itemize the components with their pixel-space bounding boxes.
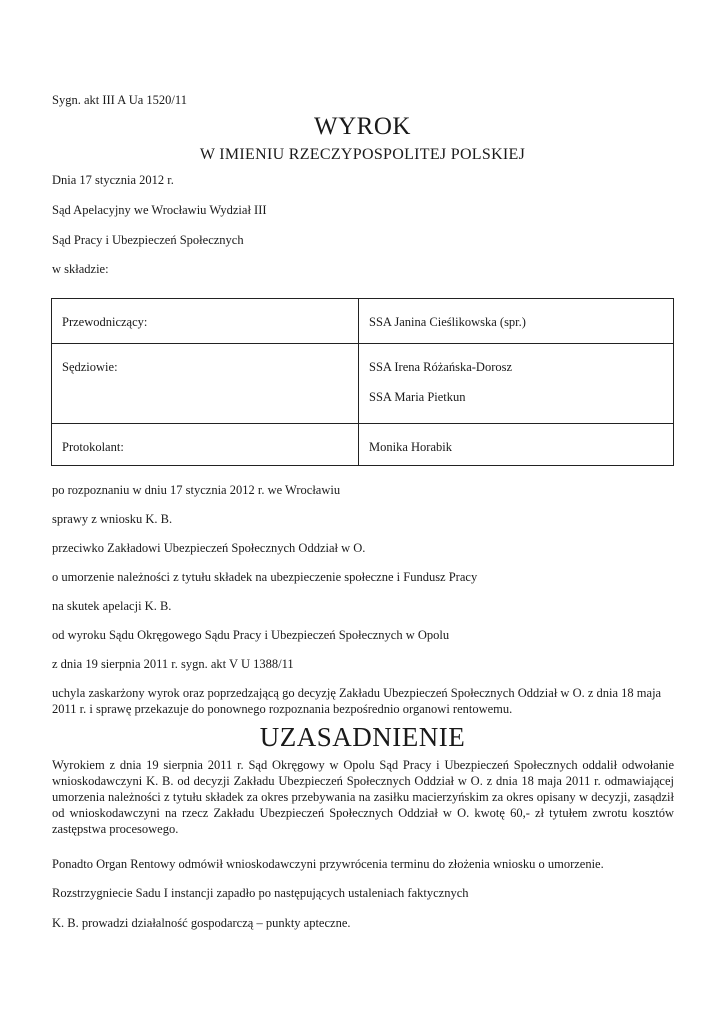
judge-name: SSA Irena Różańska-Dorosz <box>369 360 513 374</box>
role-label: Przewodniczący: <box>62 315 148 329</box>
ruling-paragraph: uchyla zaskarżony wyrok oraz poprzedzającą go decyzję Zakładu Ubezpieczeń Społecznych Oddział w O. z dnia 18 maja 2011 r. i sprawę przekazuje do ponownego rozpoznania bezpośrednio organowi rentowemu. <box>52 686 662 716</box>
names-cell <box>359 299 674 344</box>
judge-name: SSA Janina Cieślikowska (spr.) <box>369 315 526 329</box>
justification-paragraph: Wyrokiem z dnia 19 sierpnia 2011 r. Sąd Okręgowy w Opolu Sąd Pracy i Ubezpieczeń Społecznych oddalił odwołanie wnioskodawczyni K. B. od decyzji Zakładu Ubezpieczeń Społecznych Oddział w O. z dnia 18 maja 2011 r. odmawiającej umorzenia należności z tytułu składek za okres przebywania na zasiłku macierzyńskim za okres opisany w decyzji, zasądził od wnioskodawczyni na rzecz Zakładu Ubezpieczeń Społecznych Oddział w O. kwotę 60,- zł tytułem zwrotu kosztów zastępstwa procesowego. <box>52 758 674 836</box>
names-cell <box>359 344 674 424</box>
court-name: Sąd Apelacyjny we Wrocławiu Wydział III <box>52 203 267 217</box>
clerk-name: Monika Horabik <box>369 440 452 454</box>
table-row <box>52 424 674 466</box>
justification-title: UZASADNIENIE <box>259 722 466 752</box>
case-respondent-line: przeciwko Zakładowi Ubezpieczeń Społecznych Oddział w O. <box>52 541 366 555</box>
names-cell <box>359 424 674 466</box>
appeal-line: na skutek apelacji K. B. <box>52 599 172 613</box>
judge-name: SSA Maria Pietkun <box>369 390 466 404</box>
composition-label: w składzie: <box>52 262 109 276</box>
document-title: WYROK <box>314 113 411 140</box>
judgment-date: Dnia 17 stycznia 2012 r. <box>52 173 174 187</box>
role-cell <box>52 424 359 466</box>
role-cell <box>52 344 359 424</box>
justification-paragraph: Ponadto Organ Rentowy odmówił wnioskodawczyni przywrócenia terminu do złożenia wniosku o umorzenie. <box>52 857 604 871</box>
role-cell <box>52 299 359 344</box>
justification-paragraph: Rozstrzygniecie Sadu I instancji zapadło po następujących ustaleniach faktycznych <box>52 886 469 900</box>
hearing-line: po rozpoznaniu w dniu 17 stycznia 2012 r. we Wrocławiu <box>52 483 341 497</box>
lower-judgment-line: z dnia 19 sierpnia 2011 r. sygn. akt V U 1388/11 <box>52 657 294 671</box>
case-subject-line: o umorzenie należności z tytułu składek na ubezpieczenie społeczne i Fundusz Pracy <box>52 570 478 584</box>
document-subtitle: W IMIENIU RZECZYPOSPOLITEJ POLSKIEJ <box>199 146 526 163</box>
lower-court-line: od wyroku Sądu Okręgowego Sądu Pracy i Ubezpieczeń Społecznych w Opolu <box>52 628 450 642</box>
role-label: Sędziowie: <box>62 360 118 374</box>
case-number: Sygn. akt III A Ua 1520/11 <box>52 93 187 107</box>
table-row <box>52 299 674 344</box>
justification-paragraph: K. B. prowadzi działalność gospodarczą – punkty apteczne. <box>52 916 351 930</box>
court-division: Sąd Pracy i Ubezpieczeń Społecznych <box>52 233 244 247</box>
table-row <box>52 344 674 424</box>
case-applicant-line: sprawy z wniosku K. B. <box>52 512 173 526</box>
role-label: Protokolant: <box>62 440 124 454</box>
bench-table <box>51 298 674 466</box>
